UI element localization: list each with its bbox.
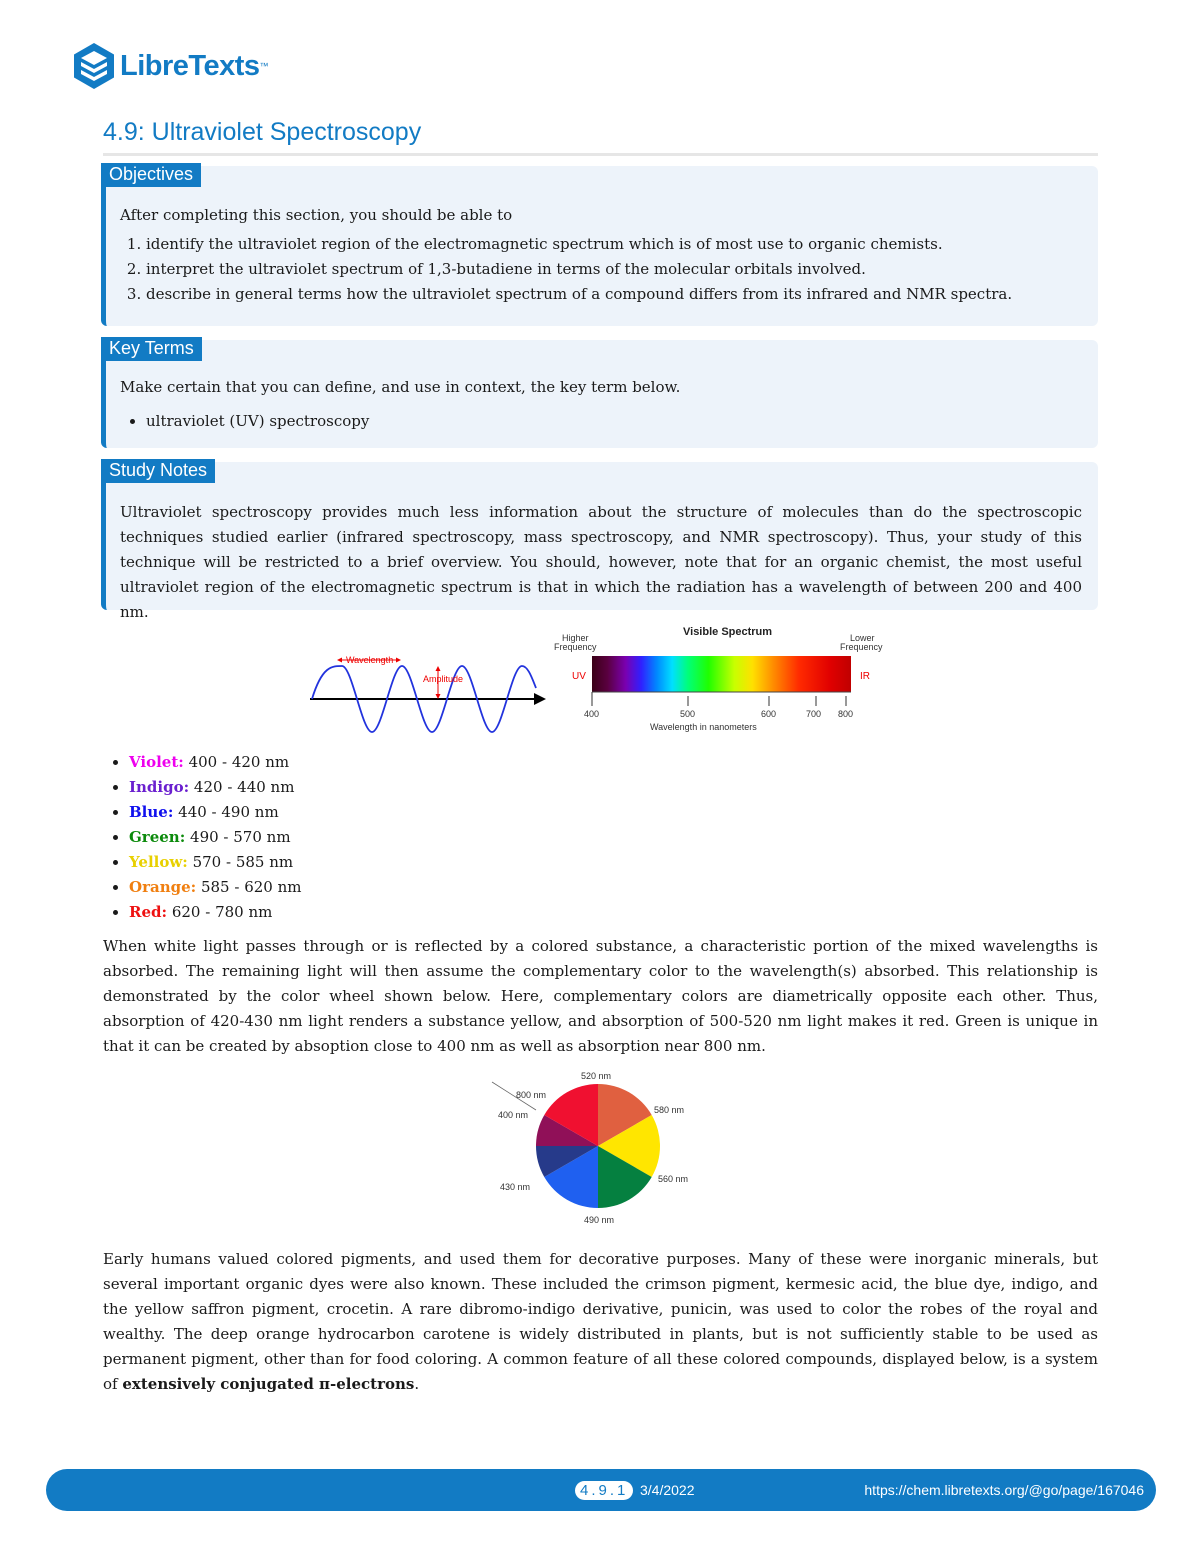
- logo-trademark: ™: [259, 61, 269, 71]
- key-terms-list: [120, 409, 1082, 434]
- color-range-item: [129, 875, 301, 900]
- wheel-label: 520 nm: [581, 1071, 612, 1081]
- color-name: Yellow:: [129, 853, 188, 871]
- spectrum-tick-label: 800: [838, 709, 854, 719]
- color-range: 440 - 490 nm: [178, 803, 279, 821]
- footer-page-number: 4.9.1: [575, 1481, 633, 1500]
- color-range-item: [129, 775, 301, 800]
- objective-item: 1. identify the ultraviolet region of the electromagnetic spectrum which is of most use to organic chemists.: [146, 232, 1082, 257]
- color-range: 490 - 570 nm: [190, 828, 291, 846]
- wheel-label: 560 nm: [658, 1174, 689, 1184]
- uv-label: UV: [572, 671, 586, 682]
- color-range: 620 - 780 nm: [171, 903, 273, 921]
- footer-date: 3/4/2022: [640, 1482, 695, 1498]
- color-range-item: [129, 750, 301, 775]
- color-range-item: [129, 900, 301, 925]
- wheel-label: 490 nm: [584, 1215, 615, 1225]
- objective-item: 3. describe in general terms how the ultraviolet spectrum of a compound differs from its infrared and NMR spectra.: [146, 282, 1082, 307]
- color-range-item: [129, 825, 301, 850]
- color-range: 400 - 420 nm: [188, 753, 290, 771]
- objectives-tag: Objectives: [101, 163, 201, 187]
- libretexts-logo[interactable]: [72, 42, 269, 90]
- study-notes-text: Ultraviolet spectroscopy provides much less information about the structure of molecules than do the spectroscopic techniques studied earlier (infrared spectroscopy, mass spectroscopy, and NMR spectroscopy). Thus, your study of this technique will be restricted to a brief overview. You should, however, note that for an organic chemist, the most useful ultraviolet region of the electromagnetic spectrum is that in which the radiation has a wavelength of between 200 and 400 nm.: [120, 503, 1082, 621]
- lower-frequency-label: Frequency: [840, 642, 883, 652]
- lower-frequency-label: Lower: [850, 633, 875, 643]
- color-absorption-paragraph: When white light passes through or is reflected by a colored substance, a characteristic portion of the mixed wavelengths is absorbed. The remaining light will then assume the complementary color to the wavelength(s) absorbed. This relationship is demonstrated by the color wheel shown below. Here, complementary colors are diametrically opposite each other. Thus, absorption of 420-430 nm light renders a substance yellow, and absorption of 500-520 nm light makes it red. Green is unique in that it can be created by absoption close to 400 nm as well as absorption near 800 nm.: [103, 937, 1098, 1055]
- wheel-label: 580 nm: [654, 1105, 685, 1115]
- study-notes-tag: Study Notes: [101, 459, 215, 483]
- objective-item: 2. interpret the ultraviolet spectrum of 1,3-butadiene in terms of the molecular orbitals involved.: [146, 257, 1082, 282]
- spectrum-tick-label: 700: [806, 709, 822, 719]
- spectrum-bar: [592, 656, 851, 692]
- key-terms-box: [101, 340, 1098, 448]
- objectives-list: [120, 232, 1082, 307]
- objectives-intro: After completing this section, you should be able to: [120, 206, 513, 224]
- footer-url-link[interactable]: https://chem.libretexts.org/@go/page/167046: [864, 1482, 1144, 1498]
- color-range-item: [129, 800, 301, 825]
- conjugated-electrons-bold: extensively conjugated π-electrons: [122, 1375, 415, 1393]
- key-term-item: • ultraviolet (UV) spectroscopy: [146, 409, 1082, 434]
- color-name: Orange:: [129, 878, 197, 896]
- pigments-end: .: [414, 1375, 420, 1393]
- objectives-box: [101, 166, 1098, 326]
- key-terms-tag: Key Terms: [101, 337, 202, 361]
- visible-spectrum-figure: [548, 622, 893, 734]
- amplitude-label: Amplitude: [423, 674, 464, 684]
- spectrum-title: Visible Spectrum: [683, 626, 773, 638]
- pigments-paragraph: [103, 1247, 1098, 1397]
- higher-frequency-label: Frequency: [554, 642, 597, 652]
- page-title: 4.9: Ultraviolet Spectroscopy: [103, 118, 1098, 156]
- color-wheel-figure: [488, 1068, 708, 1228]
- libretexts-logo-icon: [72, 42, 116, 90]
- higher-frequency-label: Higher: [562, 633, 589, 643]
- color-range-list: [103, 750, 301, 925]
- spectrum-tick-label: 600: [761, 709, 777, 719]
- wheel-label: 430 nm: [500, 1182, 531, 1192]
- color-name: Red:: [129, 903, 168, 921]
- logo-text: LibreTexts: [120, 49, 260, 82]
- ir-label: IR: [860, 671, 870, 682]
- wavelength-label: Wavelength: [346, 655, 394, 665]
- spectrum-axis-label: Wavelength in nanometers: [650, 722, 757, 732]
- pigments-text: Early humans valued colored pigments, and used them for decorative purposes. Many of these were inorganic minerals, but several important organic dyes were also known. These included the crimson pigment, kermesic acid, the blue dye, indigo, and the yellow saffron pigment, crocetin. A rare dibromo-indigo derivative, punicin, was used to color the robes of the royal and wealthy. The deep orange hydrocarbon carotene is widely distributed in plants, but is not sufficiently stable to be used as permanent pigment, other than for food coloring. A common feature of all these colored compounds, displayed below, is a system of: [103, 1250, 1098, 1393]
- color-range-item: [129, 850, 301, 875]
- color-name: Blue:: [129, 803, 174, 821]
- key-terms-intro: Make certain that you can define, and use in context, the key term below.: [120, 378, 681, 396]
- color-range: 420 - 440 nm: [193, 778, 295, 796]
- wheel-label: 800 nm: [516, 1090, 547, 1100]
- color-name: Green:: [129, 828, 186, 846]
- spectrum-tick-label: 400: [584, 709, 600, 719]
- color-range: 585 - 620 nm: [200, 878, 302, 896]
- wave-figure: [308, 648, 548, 740]
- wheel-label: 400 nm: [498, 1110, 529, 1120]
- spectrum-tick-label: 500: [680, 709, 696, 719]
- color-name: Violet:: [129, 753, 184, 771]
- color-range: 570 - 585 nm: [192, 853, 294, 871]
- color-name: Indigo:: [129, 778, 190, 796]
- study-notes-box: [101, 460, 1098, 621]
